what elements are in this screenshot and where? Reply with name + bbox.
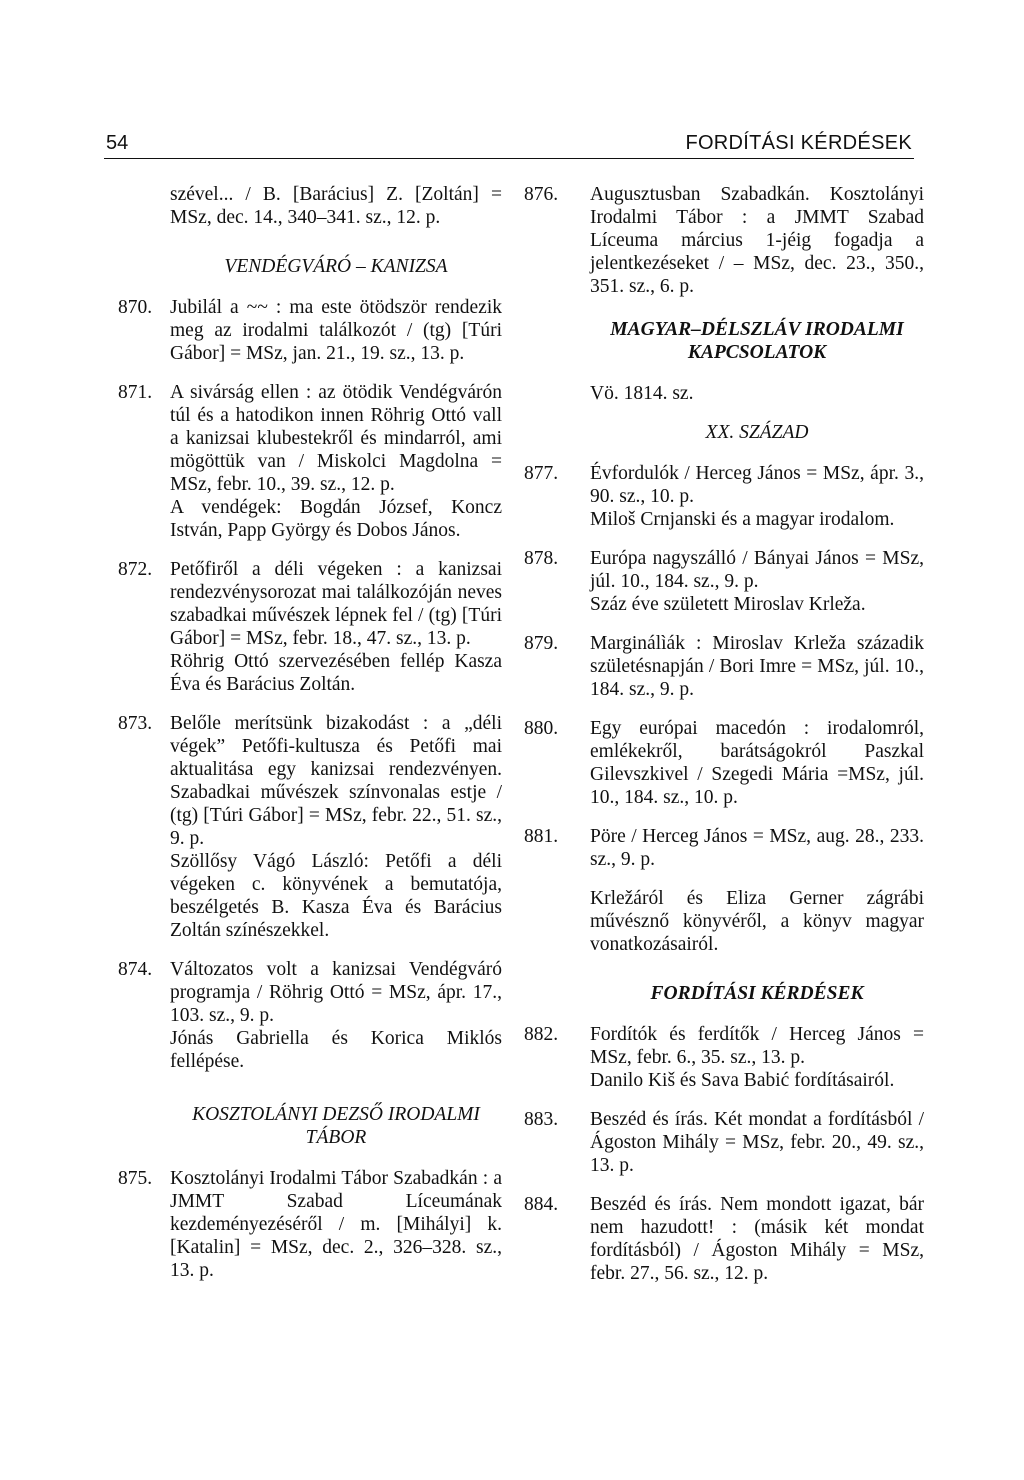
section-heading-kosztolanyi: KOSZTOLÁNYI DEZSŐ IRODALMI TÁBOR — [192, 1104, 480, 1148]
entry-number: 884. — [524, 1194, 559, 1215]
bib-entry-883 — [524, 1108, 924, 1177]
entry-text: Augusztusban Szabadkán. Kosztolányi Irodalmi Tábor : a JMMT Szabad Líceuma március 1-jéig fogadja a jelentkezéseket / – MSz, dec. 23., 350., 351. sz., 6. p. — [590, 184, 924, 297]
entry-number: 880. — [524, 718, 559, 739]
section-heading-forditasi-kerdesek: FORDÍTÁSI KÉRDÉSEK — [650, 983, 864, 1004]
bib-entry-878 — [524, 547, 924, 616]
page-header — [104, 132, 912, 160]
bib-entry-875 — [118, 1167, 502, 1282]
entry-note: A vendégek: Bogdán József, Koncz István, Papp György és Dobos János. — [170, 497, 502, 541]
bib-entry-873 — [118, 712, 502, 942]
cross-reference: Vö. 1814. sz. — [590, 383, 694, 404]
entry-text: Marginálìák : Miroslav Krleža századik születésnapján / Bori Imre = MSz, júl. 10., 184. sz., 9. p. — [590, 633, 924, 700]
left-column — [118, 183, 502, 1298]
entry-text: Fordítók és ferdítők / Herceg János = MSz, febr. 6., 35. sz., 13. p. — [590, 1024, 924, 1068]
section-heading-xx-szazad: XX. SZÁZAD — [705, 422, 809, 443]
entry-number: 876. — [524, 184, 559, 205]
bib-entry-884 — [524, 1193, 924, 1285]
bib-entry-872 — [118, 558, 502, 696]
entry-text: Belőle merítsünk bizakodást : a „déli végek” Petőfi-kultusza és Petőfi mai aktualitása egy kanizsai rendezvényen. Szabadkai művészek színvonalas estje / (tg) [Túri Gábor] = MSz, febr. 22., 51. sz., 9. p. — [170, 713, 502, 849]
entry-text: Petőfiről a déli végeken : a kanizsai rendezvénysorozat mai találkozóján neves szabadkai művészek lépnek fel / (tg) [Túri Gábor] = MSz, febr. 18., 47. sz., 13. p. — [170, 559, 502, 649]
header-rule — [104, 158, 914, 159]
bib-entry-877 — [524, 462, 924, 531]
entry-number: 871. — [118, 382, 153, 403]
entry-text: Pöre / Herceg János = MSz, aug. 28., 233. sz., 9. p. — [590, 826, 924, 870]
bib-entry-879 — [524, 632, 924, 701]
entry-note: Danilo Kiš és Sava Babić fordításairól. — [590, 1070, 895, 1091]
entry-number: 883. — [524, 1109, 559, 1130]
entry-note: Röhrig Ottó szervezésében fellép Kasza Éva és Barácius Zoltán. — [170, 651, 502, 695]
running-title: FORDÍTÁSI KÉRDÉSEK — [685, 132, 912, 154]
entry-text: Európa nagyszálló / Bányai János = MSz, júl. 10., 184. sz., 9. p. — [590, 548, 924, 592]
entry-number: 879. — [524, 633, 559, 654]
bib-entry-870 — [118, 296, 502, 365]
entry-number: 882. — [524, 1024, 559, 1045]
entry-number: 878. — [524, 548, 559, 569]
entry-text: Évfordulók / Herceg János = MSz, ápr. 3., 90. sz., 10. p. — [590, 463, 924, 507]
bib-entry-874 — [118, 958, 502, 1073]
entry-text: Kosztolányi Irodalmi Tábor Szabadkán : a JMMT Szabad Líceumának kezdeményezéséről / m. [Mihályi] k. [Katalin] = MSz, dec. 2., 326–328. sz., 13. p. — [170, 1168, 502, 1281]
continued-entry: szével... / B. [Barácius] Z. [Zoltán] = MSz, dec. 14., 340–341. sz., 12. p. — [170, 184, 502, 228]
entry-text: A sivárság ellen : az ötödik Vendégvárón túl és a hatodikon innen Röhrig Ottó vall a kanizsai klubestekről és mindarról, ami mögöttük van / Miskolci Magdolna = MSz, febr. 10., 39. sz., 12. p. — [170, 382, 502, 495]
entry-note: Miloš Crnjanski és a magyar irodalom. — [590, 509, 895, 530]
bib-entry-880 — [524, 717, 924, 809]
entry-note: Szöllősy Vágó László: Petőfi a déli végeken c. könyvének a bemutatója, beszélgetés B. Kasza Éva és Barácius Zoltán színészekkel. — [170, 851, 502, 941]
entry-text: Változatos volt a kanizsai Vendégváró programja / Röhrig Ottó = MSz, ápr. 17., 103. sz., 9. p. — [170, 959, 502, 1026]
entry-number: 877. — [524, 463, 559, 484]
entry-number: 873. — [118, 713, 153, 734]
bib-entry-882 — [524, 1023, 924, 1092]
section-heading-vendegvaro: VENDÉGVÁRÓ – KANIZSA — [224, 256, 448, 277]
entry-number: 875. — [118, 1168, 153, 1189]
entry-number: 874. — [118, 959, 153, 980]
entry-text: Beszéd és írás. Nem mondott igazat, bár nem hazudott! : (másik két mondat fordításból) / Ágoston Mihály = MSz, febr. 27., 56. sz., 12. p. — [590, 1194, 924, 1284]
page-number: 54 — [106, 132, 129, 154]
section-heading-magyar-delszlav: MAGYAR–DÉLSZLÁV IRODALMI KAPCSOLATOK — [610, 319, 904, 363]
bib-entry-871 — [118, 381, 502, 542]
entry-note: Krležáról és Eliza Gerner zágrábi művésznő könyvéről, a könyv magyar vonatkozásairól. — [590, 888, 924, 955]
entry-text: Jubilál a ~~ : ma este ötödször rendezik meg az irodalmi találkozót / (tg) [Túri Gábor] = MSz, jan. 21., 19. sz., 13. p. — [170, 297, 502, 364]
entry-note: Száz éve született Miroslav Krleža. — [590, 594, 866, 615]
right-column — [524, 183, 924, 1301]
entry-text: Beszéd és írás. Két mondat a fordításból / Ágoston Mihály = MSz, febr. 20., 49. sz., 13. p. — [590, 1109, 924, 1176]
entry-text: Egy európai macedón : irodalomról, emlékekről, barátságokról Paszkal Gilevszkivel / Szegedi Mária =MSz, júl. 10., 184. sz., 10. p. — [590, 718, 924, 808]
bib-entry-876 — [524, 183, 924, 298]
entry-number: 872. — [118, 559, 153, 580]
entry-number: 870. — [118, 297, 153, 318]
bib-entry-881 — [524, 825, 924, 871]
entry-number: 881. — [524, 826, 559, 847]
entry-note: Jónás Gabriella és Korica Miklós fellépése. — [170, 1028, 502, 1072]
